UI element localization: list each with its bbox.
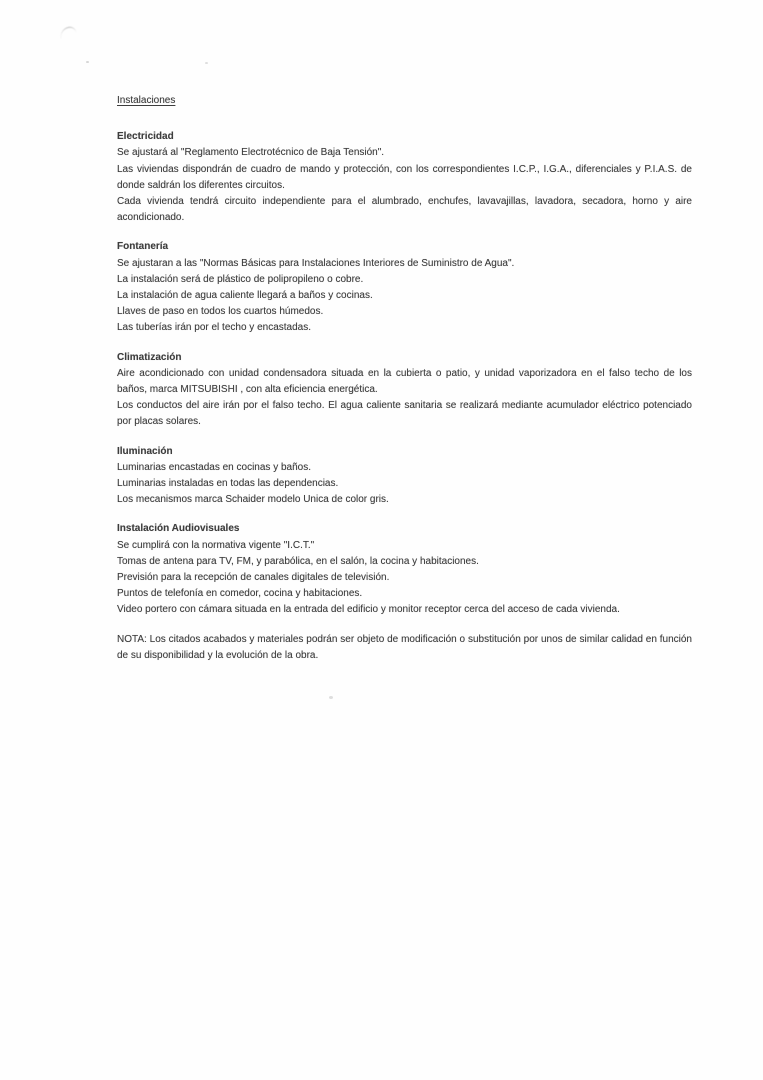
section-heading: Iluminación <box>117 445 173 457</box>
paragraph: La instalación de agua caliente llegará a baños y cocinas. <box>117 290 373 302</box>
paragraph: Llaves de paso en todos los cuartos húmedos. <box>117 306 324 318</box>
scan-artifact-squiggle <box>59 26 76 39</box>
paragraph: Los conductos del aire irán por el falso techo. El agua caliente sanitaria se realizará mediante acumulador eléctrico potenciado por placas solares. <box>117 400 692 428</box>
paragraph: Las viviendas dispondrán de cuadro de mando y protección, con los correspondientes I.C.P., I.G.A., diferenciales y P.I.A.S. de donde saldrán los diferentes circuitos. <box>117 163 692 191</box>
scan-artifact-speck <box>329 696 333 699</box>
document-content <box>117 93 692 664</box>
paragraph: Luminarias encastadas en cocinas y baños. <box>117 461 312 473</box>
paragraph: Las tuberías irán por el techo y encastadas. <box>117 322 312 334</box>
section-heading: Climatización <box>117 351 182 363</box>
paragraph: Se ajustará al "Reglamento Electrotécnico de Baja Tensión". <box>117 147 385 159</box>
paragraph: Luminarias instaladas en todas las dependencias. <box>117 478 339 490</box>
section-heading: Fontanería <box>117 241 169 253</box>
paragraph: Tomas de antena para TV, FM, y parabólica, en el salón, la cocina y habitaciones. <box>117 555 479 567</box>
paragraph: Aire acondicionado con unidad condensadora situada en la cubierta o patio, y unidad vaporizadora en el falso techo de los baños, marca MITSUBISHI , con alta eficiencia energética. <box>117 367 692 396</box>
section-electricidad <box>117 129 692 226</box>
section-fontaneria <box>117 239 692 336</box>
note-paragraph: NOTA: Los citados acabados y materiales podrán ser objeto de modificación o substitución por unos de similar calidad en función de su disponibilidad y la evolución de la obra. <box>117 633 692 661</box>
section-climatizacion <box>117 350 692 431</box>
scan-artifact-speck <box>205 62 208 64</box>
paragraph: Los mecanismos marca Schaider modelo Unica de color gris. <box>117 494 389 506</box>
paragraph: Puntos de telefonía en comedor, cocina y habitaciones. <box>117 588 363 600</box>
paragraph: Previsión para la recepción de canales digitales de televisión. <box>117 572 390 584</box>
paragraph: Cada vivienda tendrá circuito independiente para el alumbrado, enchufes, lavavajillas, lavadora, secadora, horno y aire acondicionado. <box>117 196 692 224</box>
section-instalacion-audiovisuales <box>117 521 692 618</box>
paragraph: La instalación será de plástico de polipropileno o cobre. <box>117 273 364 285</box>
section-heading: Instalación Audiovisuales <box>117 523 240 535</box>
section-iluminacion <box>117 444 692 509</box>
document-title: Instalaciones <box>117 95 176 106</box>
scan-artifact-speck <box>86 61 89 63</box>
section-heading: Electricidad <box>117 131 174 143</box>
paragraph: Se ajustaran a las "Normas Básicas para Instalaciones Interiores de Suministro de Agua". <box>117 257 515 269</box>
paragraph: Se cumplirá con la normativa vigente "I.C.T." <box>117 539 315 551</box>
paragraph: Video portero con cámara situada en la entrada del edificio y monitor receptor cerca del acceso de cada vivienda. <box>117 604 620 616</box>
